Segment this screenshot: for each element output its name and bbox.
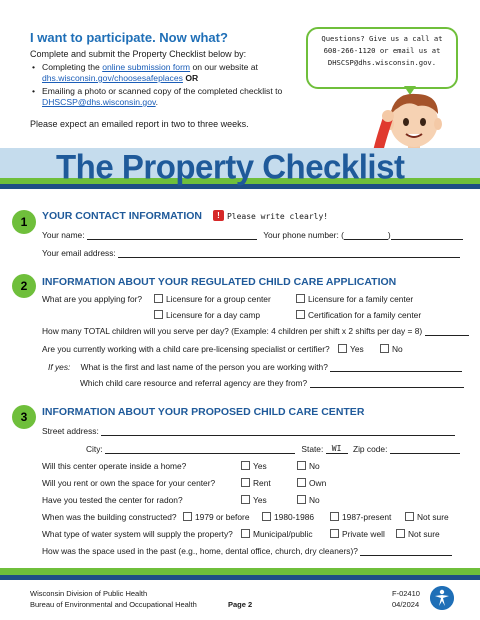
built-option-1980[interactable]: 1980-1986: [262, 512, 314, 522]
footer-band-blue: [0, 575, 480, 580]
option-day-camp[interactable]: Licensure for a day camp: [154, 310, 260, 320]
children-count-field[interactable]: [425, 326, 469, 336]
option-group-center[interactable]: Licensure for a group center: [154, 294, 271, 304]
footer-band-green: [0, 568, 480, 575]
website-link[interactable]: dhs.wisconsin.gov/choosesafeplaces: [42, 73, 183, 83]
specialist-yes[interactable]: Yes: [338, 344, 364, 354]
email-field[interactable]: [118, 248, 460, 258]
water-not-sure-checkbox[interactable]: [396, 529, 405, 538]
built-1987-checkbox[interactable]: [330, 512, 339, 521]
children-row: How many TOTAL children will you serve per day? (Example: 4 children per shift x 2 shifts per day = 8): [42, 326, 469, 336]
city-row: City: State: WI Zip code:: [86, 444, 460, 454]
water-label: What type of water system will supply the property?: [42, 529, 233, 539]
zip-field[interactable]: [390, 444, 460, 454]
water-option-well[interactable]: Private well: [330, 529, 385, 539]
built-not-sure-checkbox[interactable]: [405, 512, 414, 521]
city-field[interactable]: [105, 444, 295, 454]
radon-no[interactable]: No: [297, 495, 320, 505]
name-row: Your name: Your phone number: ( ): [42, 230, 463, 240]
home-yes[interactable]: Yes: [241, 461, 267, 471]
home-label: Will this center operate inside a home?: [42, 461, 187, 471]
applying-label: What are you applying for?: [42, 294, 143, 304]
state-field[interactable]: WI: [326, 444, 348, 454]
footer-date: 04/2024: [392, 600, 420, 609]
option-certification[interactable]: Certification for a family center: [296, 310, 421, 320]
built-option-1987[interactable]: 1987-present: [330, 512, 391, 522]
water-well-checkbox[interactable]: [330, 529, 339, 538]
phone-number-field[interactable]: [391, 230, 463, 240]
intro-title: I want to participate. Now what?: [30, 30, 228, 45]
intro-bullet-online: • Completing the online submission form on our website at dhs.wisconsin.gov/choosesafeplaces OR: [30, 62, 310, 84]
group-center-checkbox[interactable]: [154, 294, 163, 303]
agency-row: Which child care resource and referral agency are they from?: [80, 378, 464, 388]
home-no[interactable]: No: [297, 461, 320, 471]
phone-area-field[interactable]: [344, 230, 388, 240]
certification-checkbox[interactable]: [296, 310, 305, 319]
questions-bubble: Questions? Give us a call at 608-266-1120 or email us at DHSCSP@dhs.wisconsin.gov.: [306, 27, 458, 89]
email-link[interactable]: DHSCSP@dhs.wisconsin.gov: [42, 97, 156, 107]
built-option-1979[interactable]: 1979 or before: [183, 512, 249, 522]
home-yes-checkbox[interactable]: [241, 461, 250, 470]
write-clearly-note: ! Please write clearly!: [213, 210, 328, 222]
footer-form-no: F-02410: [392, 589, 420, 598]
section-3-title: INFORMATION ABOUT YOUR PROPOSED CHILD CARE CENTER: [42, 406, 365, 418]
water-municipal-checkbox[interactable]: [241, 529, 250, 538]
intro-subtitle: Complete and submit the Property Checklist below by:: [30, 49, 247, 59]
intro-bullet-email: • Emailing a photo or scanned copy of the completed checklist to DHSCSP@dhs.wisconsin.gov.: [30, 86, 310, 108]
dhs-logo-icon: [430, 586, 454, 610]
built-1980-checkbox[interactable]: [262, 512, 271, 521]
footer-org-1: Wisconsin Division of Public Health: [30, 589, 148, 598]
street-field[interactable]: [101, 426, 455, 436]
warning-icon: !: [213, 210, 224, 221]
own-checkbox[interactable]: [297, 478, 306, 487]
past-use-row: How was the space used in the past (e.g., home, dental office, church, dry cleaners)?: [42, 546, 452, 556]
day-camp-checkbox[interactable]: [154, 310, 163, 319]
built-1979-checkbox[interactable]: [183, 512, 192, 521]
person-name-field[interactable]: [330, 362, 462, 372]
radon-no-checkbox[interactable]: [297, 495, 306, 504]
rent-checkbox[interactable]: [241, 478, 250, 487]
footer-page: Page 2: [228, 600, 253, 609]
agency-field[interactable]: [310, 378, 464, 388]
section-1-title: YOUR CONTACT INFORMATION ! Please write clearly!: [42, 210, 329, 222]
home-no-checkbox[interactable]: [297, 461, 306, 470]
street-row: Street address:: [42, 426, 455, 436]
built-label: When was the building constructed?: [42, 512, 177, 522]
person-row: If yes: What is the first and last name of the person you are working with?: [48, 362, 462, 372]
radon-yes-checkbox[interactable]: [241, 495, 250, 504]
specialist-row: Are you currently working with a child care pre-licensing specialist or certifier? Yes No: [42, 344, 403, 354]
option-family-center[interactable]: Licensure for a family center: [296, 294, 413, 304]
built-option-not-sure[interactable]: Not sure: [405, 512, 449, 522]
specialist-yes-checkbox[interactable]: [338, 344, 347, 353]
specialist-no-checkbox[interactable]: [380, 344, 389, 353]
section-3-number: 3: [12, 405, 36, 429]
footer-org-2: Bureau of Environmental and Occupational Health: [30, 600, 197, 609]
past-use-field[interactable]: [360, 546, 452, 556]
intro-note: Please expect an emailed report in two to three weeks.: [30, 119, 249, 129]
name-field[interactable]: [87, 230, 257, 240]
intro-block: [30, 30, 310, 129]
email-row: Your email address:: [42, 248, 460, 258]
radon-label: Have you tested the center for radon?: [42, 495, 183, 505]
rent-label: Will you rent or own the space for your center?: [42, 478, 216, 488]
own-option[interactable]: Own: [297, 478, 326, 488]
rent-option[interactable]: Rent: [241, 478, 271, 488]
section-2-number: 2: [12, 274, 36, 298]
intro-list: [30, 62, 310, 108]
section-2-title: INFORMATION ABOUT YOUR REGULATED CHILD CARE APPLICATION: [42, 276, 397, 288]
section-1-number: 1: [12, 210, 36, 234]
family-center-checkbox[interactable]: [296, 294, 305, 303]
online-form-link[interactable]: online submission form: [102, 62, 191, 72]
radon-yes[interactable]: Yes: [241, 495, 267, 505]
specialist-no[interactable]: No: [380, 344, 403, 354]
water-option-not-sure[interactable]: Not sure: [396, 529, 440, 539]
page-title: The Property Checklist: [56, 147, 405, 186]
water-option-municipal[interactable]: Municipal/public: [241, 529, 313, 539]
